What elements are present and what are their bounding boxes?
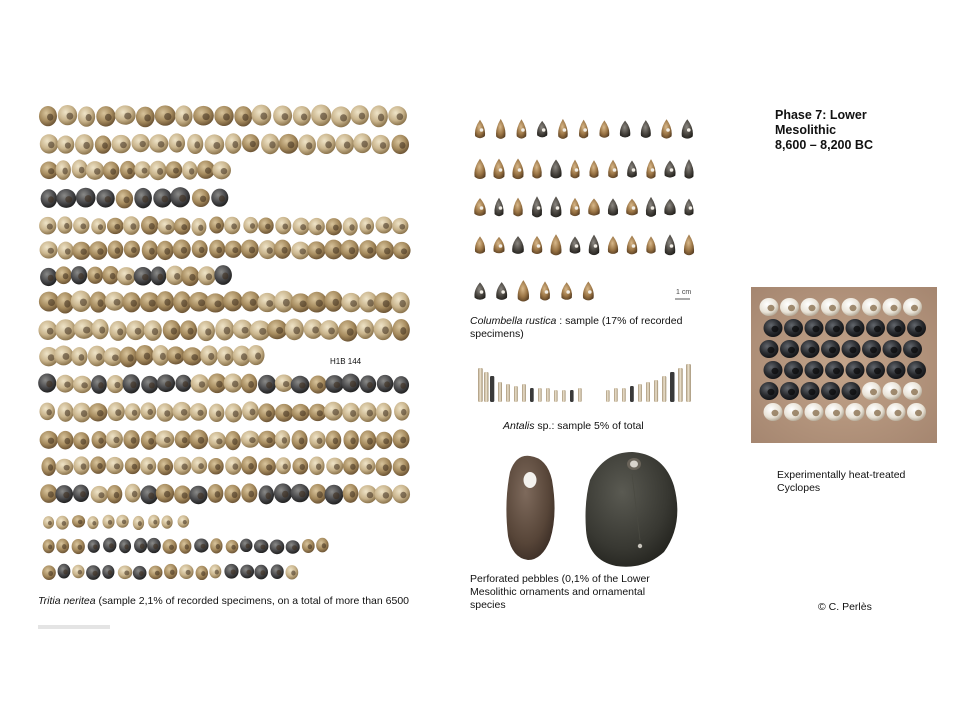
slide-title <box>775 108 925 153</box>
columbella-shell <box>665 234 675 255</box>
specimen-label: H1B 144 <box>330 357 362 366</box>
antalis-tube <box>484 372 489 402</box>
antalis-tube <box>530 388 534 402</box>
tritia-species-name: Tritia neritea <box>38 595 96 607</box>
antalis-tube <box>606 390 610 402</box>
antalis-tube <box>662 376 666 402</box>
columbella-shell <box>589 235 600 255</box>
columbella-shell <box>661 119 671 138</box>
columbella-shell <box>583 282 594 301</box>
columbella-shell <box>558 119 568 139</box>
columbella-shell-photo <box>468 112 713 312</box>
antalis-caption <box>503 420 703 433</box>
cyclope-caption: Experimentally heat-treated Cyclopes <box>777 469 906 494</box>
antalis-tube <box>514 386 518 402</box>
antalis-tube <box>562 390 566 402</box>
antalis-tube <box>678 368 683 402</box>
columbella-shell <box>682 119 693 138</box>
columbella-shell <box>540 281 550 300</box>
columbella-shell <box>475 236 485 253</box>
columbella-shell <box>664 199 675 215</box>
columbella-shell <box>608 236 618 254</box>
columbella-shell <box>608 160 618 178</box>
columbella-shell <box>474 159 485 179</box>
columbella-shell <box>494 198 503 217</box>
antalis-tube <box>622 388 626 402</box>
perforated-pebbles-photo <box>492 440 702 572</box>
antalis-species-name: Antalis <box>503 420 535 432</box>
columbella-species-name: Columbella rustica <box>470 315 557 327</box>
antalis-tube <box>554 390 558 402</box>
antalis-tube <box>630 386 634 402</box>
antalis-shell-photo <box>470 358 700 408</box>
columbella-shell <box>646 236 655 253</box>
title-line-1: Phase 7: Lower <box>775 108 867 122</box>
columbella-shell <box>646 159 655 179</box>
columbella-shell <box>512 236 524 254</box>
columbella-shell <box>532 236 543 254</box>
antalis-tube <box>646 382 650 402</box>
columbella-shell <box>599 120 609 137</box>
columbella-shell <box>589 160 598 178</box>
columbella-shell <box>496 119 505 139</box>
pebble-left <box>506 456 554 560</box>
pebbles-caption: Perforated pebbles (0,1% of the Lower Mesolithic ornaments and ornamental species <box>470 573 650 611</box>
antalis-tube <box>638 384 642 402</box>
columbella-shell <box>532 196 542 217</box>
antalis-tube <box>570 390 574 402</box>
title-line-2: Mesolithic <box>775 123 837 137</box>
columbella-shell <box>493 159 504 179</box>
antalis-tube <box>546 388 550 402</box>
columbella-shell <box>620 121 630 138</box>
cyclope-photo <box>751 287 937 443</box>
scale-bar-label: 1 cm <box>676 289 692 296</box>
antalis-caption-text: sp.: sample 5% of total <box>534 420 644 432</box>
tritia-shell-photo <box>38 100 418 592</box>
columbella-shell <box>646 197 656 217</box>
columbella-shell <box>588 199 600 216</box>
title-line-3: 8,600 – 8,200 BC <box>775 138 873 152</box>
columbella-shell <box>608 198 618 215</box>
antalis-tube <box>490 376 494 402</box>
antalis-tube <box>614 388 618 402</box>
antalis-tube <box>506 384 510 402</box>
columbella-caption <box>470 315 705 341</box>
columbella-caption-text: : sample (17% of recorded specimens) <box>470 315 683 340</box>
columbella-shell <box>570 198 580 216</box>
columbella-shell <box>570 160 579 179</box>
columbella-shell <box>512 159 523 180</box>
tritia-caption-text: (sample 2,1% of recorded specimens, on a total of more than 6500 <box>95 595 410 607</box>
antalis-tube <box>478 368 483 402</box>
antalis-tube <box>578 388 582 402</box>
columbella-shell <box>684 159 693 178</box>
columbella-shell <box>550 160 561 179</box>
columbella-shell <box>684 234 694 255</box>
antalis-tube <box>670 372 675 402</box>
antalis-tube <box>538 388 542 402</box>
antalis-tube <box>522 384 526 402</box>
faint-source-line <box>38 625 110 629</box>
columbella-shell <box>627 236 637 255</box>
columbella-shell <box>551 234 562 255</box>
columbella-shell <box>517 119 527 138</box>
columbella-shell <box>551 196 562 217</box>
columbella-shell <box>532 159 542 178</box>
columbella-shell <box>641 120 651 138</box>
tritia-caption <box>38 595 418 608</box>
columbella-shell <box>518 280 529 301</box>
photo-credit: © C. Perlès <box>818 601 872 613</box>
columbella-shell <box>579 120 588 139</box>
columbella-shell <box>513 198 523 217</box>
columbella-shell <box>475 120 485 138</box>
antalis-tube <box>654 380 658 402</box>
antalis-tube <box>686 364 691 402</box>
antalis-tube <box>498 382 502 402</box>
